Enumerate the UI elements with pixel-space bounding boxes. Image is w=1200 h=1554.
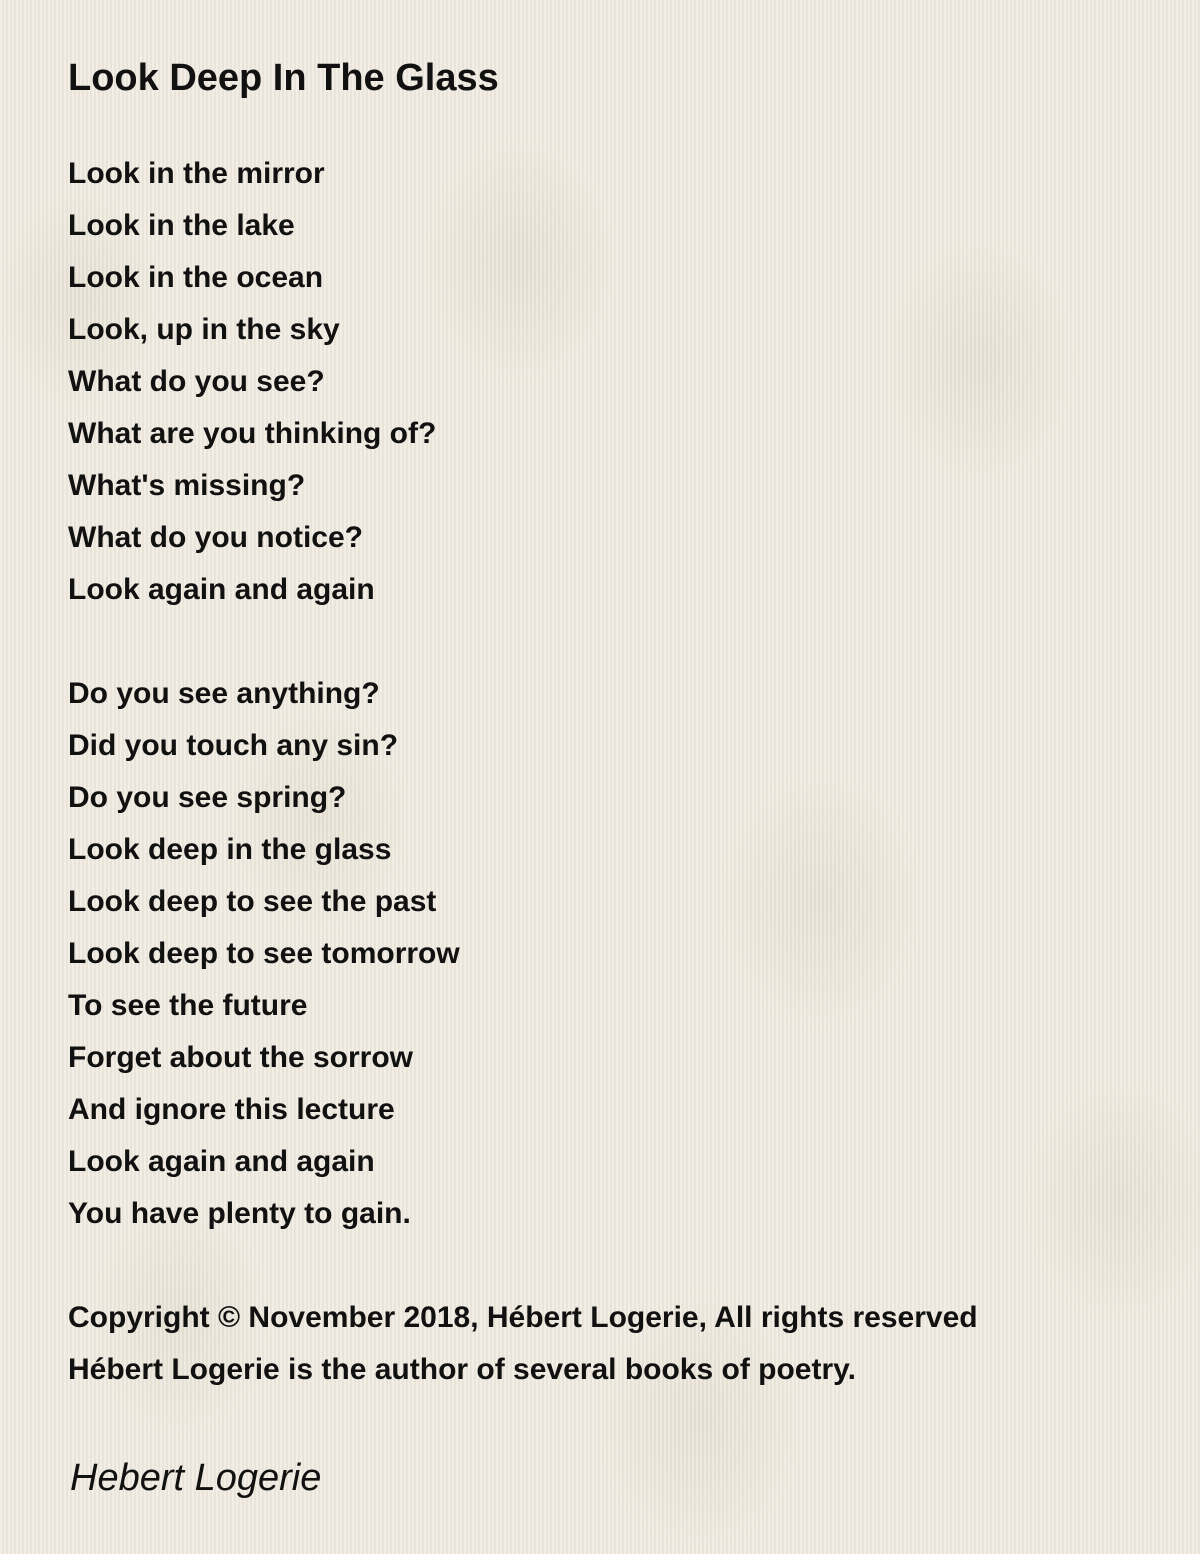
poem-line: Look again and again: [68, 573, 375, 606]
poem-line: What's missing?: [68, 469, 306, 502]
poem-line: You have plenty to gain.: [68, 1197, 411, 1230]
poem-line: Do you see anything?: [68, 677, 380, 710]
poem-line: What do you see?: [68, 365, 325, 398]
poem-line: Look in the ocean: [68, 261, 324, 294]
poem-line: Look in the mirror: [68, 157, 325, 190]
poem-line: Forget about the sorrow: [68, 1041, 413, 1074]
poem-line: Look, up in the sky: [68, 313, 340, 346]
stanza-2: [68, 668, 460, 1240]
poem-line: Look deep to see tomorrow: [68, 937, 460, 970]
author-signature: Hebert Logerie: [70, 1457, 322, 1499]
poem-line: Look again and again: [68, 1145, 375, 1178]
stanza-1: [68, 148, 436, 616]
poem-line: What are you thinking of?: [68, 417, 437, 450]
poem-line: Look in the lake: [68, 209, 295, 242]
poem-line: To see the future: [68, 989, 308, 1022]
author-note: Hébert Logerie is the author of several books of poetry.: [68, 1353, 856, 1386]
poem-line: Look deep in the glass: [68, 833, 392, 866]
copyright-notice: Copyright © November 2018, Hébert Logerie, All rights reserved: [68, 1301, 978, 1334]
poem-line: Look deep to see the past: [68, 885, 437, 918]
poem-title: Look Deep In The Glass: [68, 57, 499, 99]
poem-line: And ignore this lecture: [68, 1093, 395, 1126]
poem-line: What do you notice?: [68, 521, 363, 554]
poem-footer: [68, 1292, 978, 1396]
poem-line: Did you touch any sin?: [68, 729, 399, 762]
poem-line: Do you see spring?: [68, 781, 347, 814]
